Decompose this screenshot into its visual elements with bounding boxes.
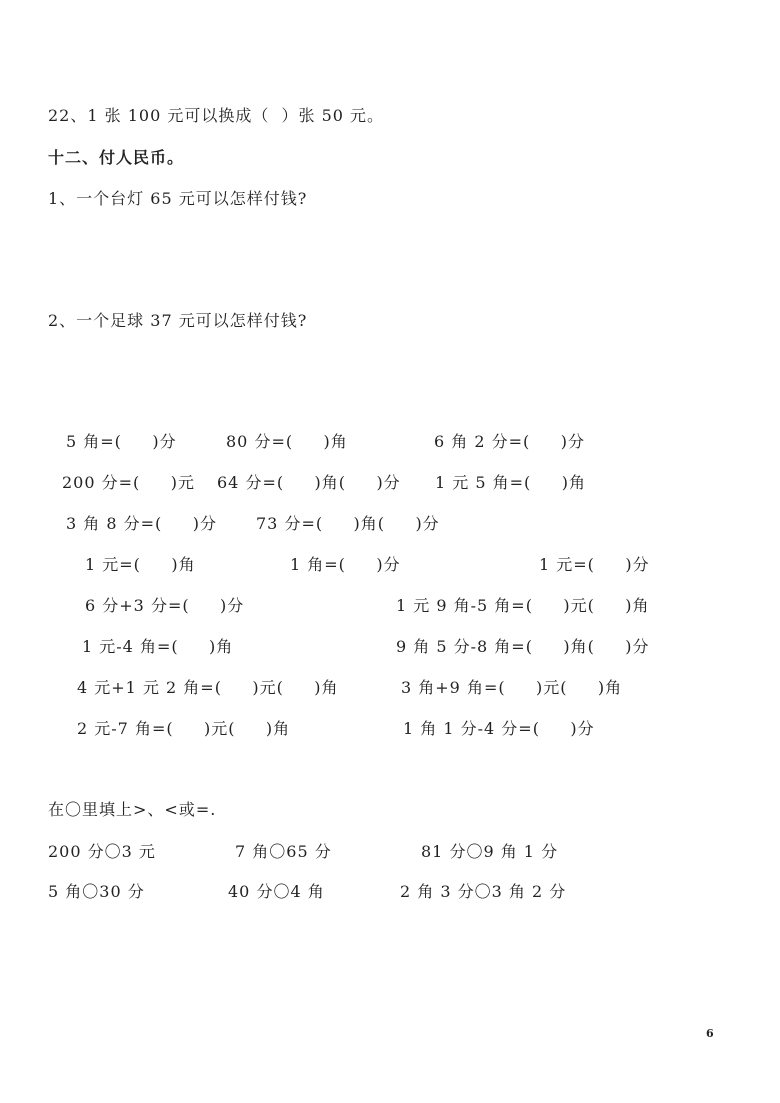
conversion-item: 9 角 5 分-8 角=( )角( )分 [396, 637, 650, 656]
compare-item: 200 分〇3 元 [48, 842, 156, 861]
page-number: 6 [706, 1027, 714, 1040]
conversion-item: 1 元=( )角 [85, 555, 196, 574]
conversion-item: 6 角 2 分=( )分 [434, 432, 585, 451]
compare-item: 5 角〇30 分 [48, 882, 145, 901]
section-12-title: 十二、付人民币。 [48, 148, 185, 167]
compare-item: 40 分〇4 角 [228, 882, 325, 901]
conversion-item: 3 角+9 角=( )元( )角 [401, 678, 623, 697]
conversion-item: 64 分=( )角( )分 [217, 473, 401, 492]
conversion-item: 200 分=( )元 [62, 473, 195, 492]
conversion-item: 2 元-7 角=( )元( )角 [77, 719, 291, 738]
conversion-item: 1 元=( )分 [539, 555, 650, 574]
conversion-item: 4 元+1 元 2 角=( )元( )角 [77, 678, 339, 697]
conversion-item: 3 角 8 分=( )分 [66, 514, 217, 533]
question-22: 22、1 张 100 元可以换成（ ）张 50 元。 [48, 106, 385, 125]
conversion-item: 80 分=( )角 [226, 432, 348, 451]
section-12-question-1: 1、一个台灯 65 元可以怎样付钱? [48, 189, 308, 208]
compare-item: 2 角 3 分〇3 角 2 分 [400, 882, 567, 901]
section-12-question-2: 2、一个足球 37 元可以怎样付钱? [48, 311, 308, 330]
conversion-item: 1 元 9 角-5 角=( )元( )角 [396, 596, 650, 615]
conversion-item: 6 分+3 分=( )分 [85, 596, 245, 615]
compare-instruction: 在〇里填上>、<或=. [48, 800, 217, 819]
conversion-item: 1 元-4 角=( )角 [82, 637, 234, 656]
conversion-item: 73 分=( )角( )分 [256, 514, 440, 533]
conversion-item: 1 角=( )分 [290, 555, 401, 574]
conversion-item: 1 元 5 角=( )角 [435, 473, 586, 492]
conversion-item: 1 角 1 分-4 分=( )分 [403, 719, 595, 738]
compare-item: 7 角〇65 分 [235, 842, 332, 861]
conversion-item: 5 角=( )分 [66, 432, 177, 451]
compare-item: 81 分〇9 角 1 分 [421, 842, 559, 861]
